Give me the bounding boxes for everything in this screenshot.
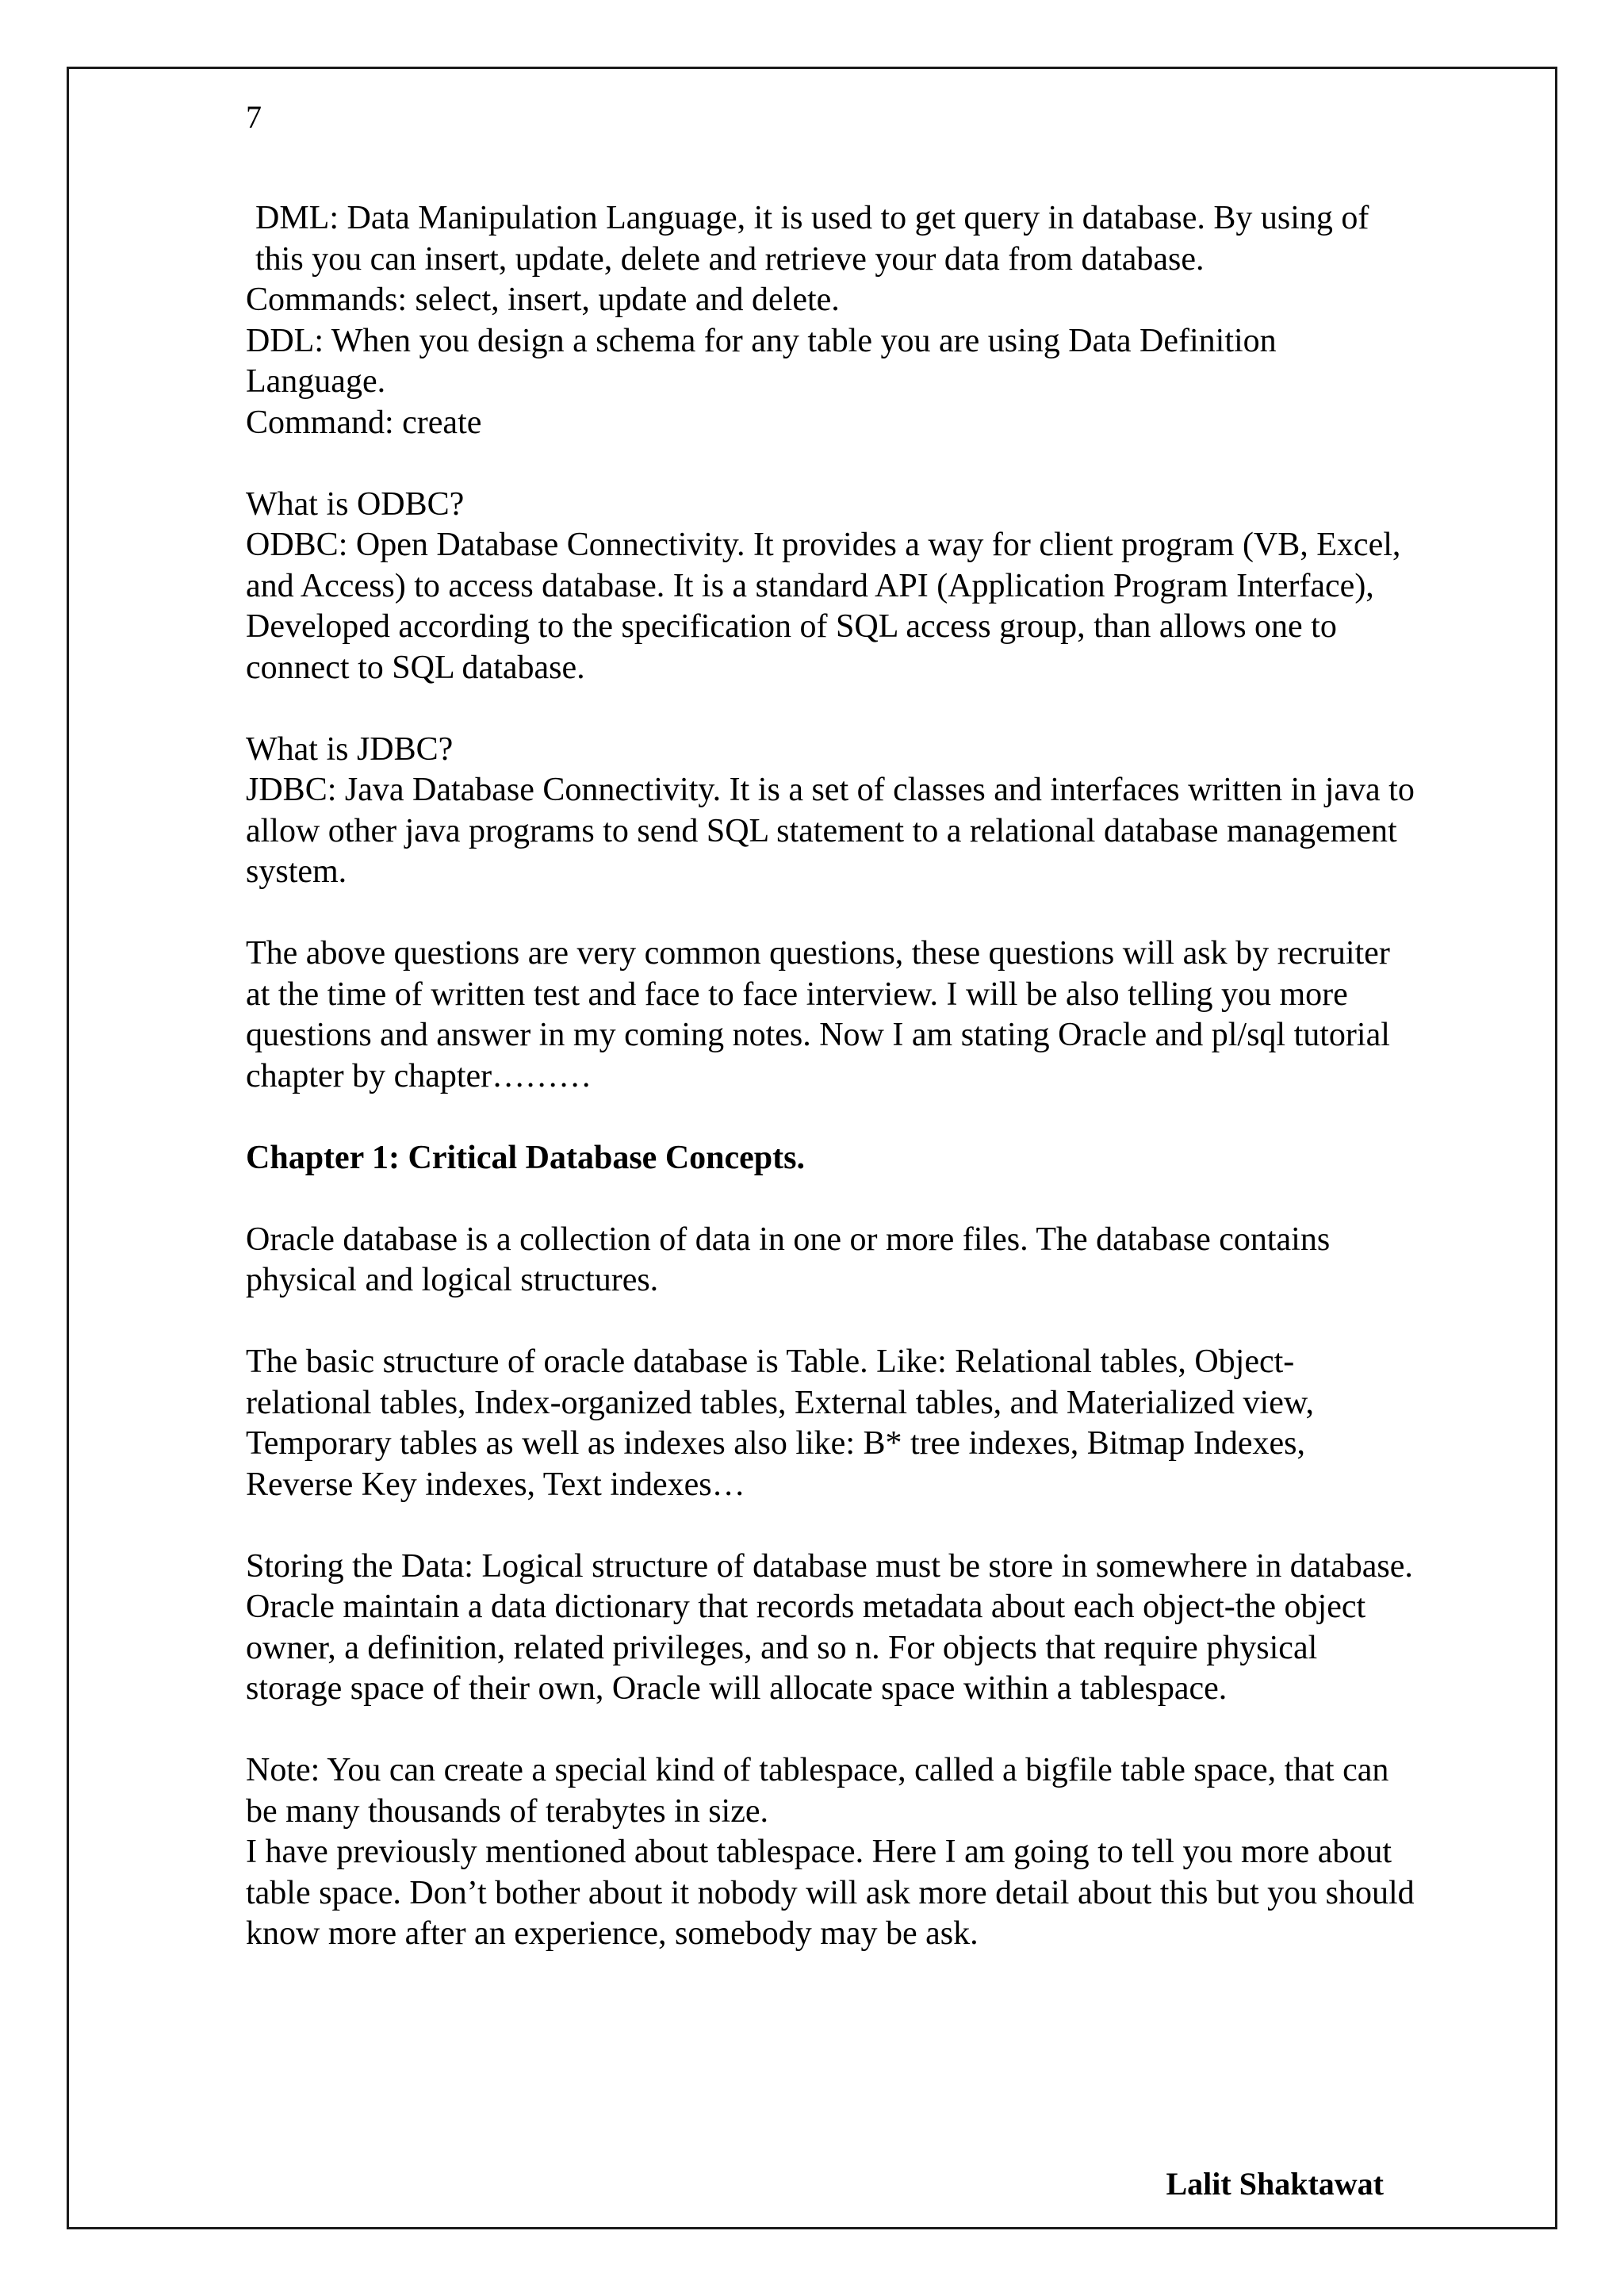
question-jdbc: What is JDBC? xyxy=(246,730,454,768)
paragraph-common-questions: The above questions are very common questions, these questions will ask by recruiter at the time of written test and face to face interview. I will be also telling you more questions and answer in my coming notes. Now I am stating Oracle and pl/sql tutorial chapter by chapter……… xyxy=(246,935,1390,1094)
paragraph-storing-data: Storing the Data: Logical structure of database must be store in somewhere in database. Oracle maintain a data dictionary that records metadata about each object-the object owner, a definition, related privileges, and so n. For objects that require physical storage space of their own, Oracle will allocate space within a tablespace. xyxy=(246,1547,1413,1707)
paragraph-basic-structure: The basic structure of oracle database is Table. Like: Relational tables, Object-relational tables, Index-organized tables, External tables, and Materialized view, Temporary tables as well as indexes also like: B* tree indexes, Bitmap Indexes, Reverse Key indexes, Text indexes… xyxy=(246,1343,1314,1503)
paragraph-oracle-database: Oracle database is a collection of data in one or more files. The database contains physical and logical structures. xyxy=(246,1221,1331,1298)
paragraph-dml-commands: Commands: select, insert, update and delete. xyxy=(246,282,840,318)
footer-author: Lalit Shaktawat xyxy=(1166,2166,1384,2202)
paragraph-dml: DML: Data Manipulation Language, it is used to get query in database. By using of this you can insert, update, delete and retrieve your data from database. xyxy=(255,200,1369,278)
chapter-heading: Chapter 1: Critical Database Concepts. xyxy=(246,1139,805,1176)
paragraph-tablespace-more: I have previously mentioned about tablespace. Here I am going to tell you more about table space. Don’t bother about it nobody will ask more detail about this but you should know more after an experience, somebody may be ask. xyxy=(246,1834,1415,1952)
paragraph-odbc: ODBC: Open Database Connectivity. It provides a way for client program (VB, Excel, and Access) to access database. It is a standard API (Application Program Interface), Developed according to the specification of SQL access group, than allows one to connect to SQL database. xyxy=(246,527,1401,686)
paragraph-ddl: DDL: When you design a schema for any table you are using Data Definition Language. xyxy=(246,322,1277,400)
document-body xyxy=(246,198,1419,1955)
paragraph-ddl-command: Command: create xyxy=(246,404,482,441)
page-number: 7 xyxy=(246,99,262,135)
paragraph-jdbc: JDBC: Java Database Connectivity. It is a set of classes and interfaces written in java to allow other java programs to send SQL statement to a relational database management system. xyxy=(246,772,1415,890)
paragraph-note-bigfile: Note: You can create a special kind of tablespace, called a bigfile table space, that can be many thousands of terabytes in size. xyxy=(246,1752,1389,1830)
question-odbc: What is ODBC? xyxy=(246,485,465,523)
